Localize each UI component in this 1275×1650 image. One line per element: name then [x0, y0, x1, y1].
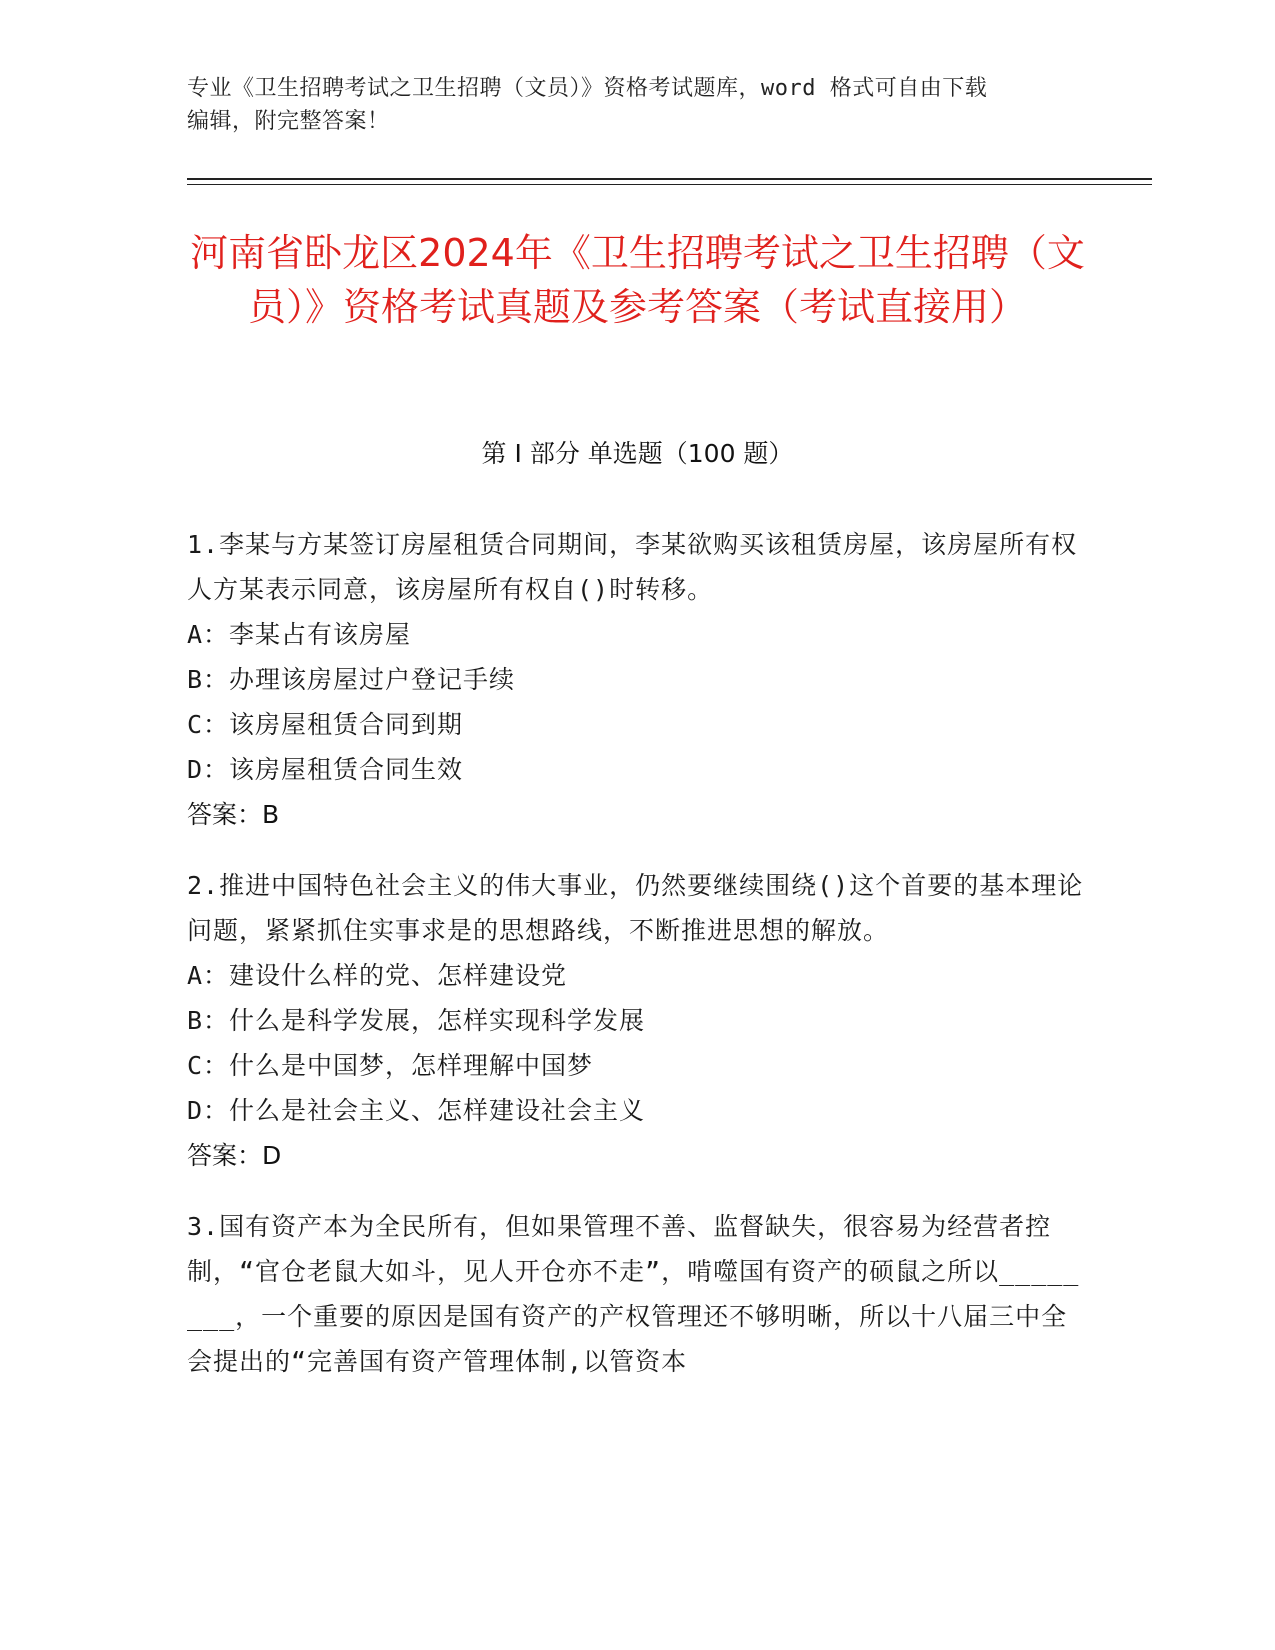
option-c: C：该房屋租赁合同到期 — [187, 710, 464, 739]
question-list — [187, 522, 1087, 1410]
question-1 — [187, 522, 1087, 837]
header-note-line-1: 专业《卫生招聘考试之卫生招聘（文员）》资格考试题库，word 格式可自由下载 — [187, 76, 988, 101]
header-rule-thin — [187, 184, 1152, 185]
option-a: A：李某占有该房屋 — [187, 620, 412, 649]
header-rule-thick — [187, 178, 1152, 180]
document-title: 河南省卧龙区2024年《卫生招聘考试之卫生招聘（文员）》资格考试真题及参考答案（考试直接用） — [190, 231, 1085, 329]
answer: 答案：B — [187, 800, 280, 829]
answer: 答案：D — [187, 1141, 282, 1170]
question-stem: 3.国有资产本为全民所有，但如果管理不善、监督缺失，很容易为经营者控制，“官仓老鼠大如斗，见人开仓亦不走”，啃噬国有资产的硕鼠之所以________，一个重要的原因是国有资产的产权管理还不够明晰，所以十八届三中全会提出的“完善国有资产管理体制,以管资本 — [187, 1212, 1080, 1376]
option-b: B：什么是科学发展，怎样实现科学发展 — [187, 1006, 646, 1035]
header-note — [187, 72, 1087, 138]
option-b: B：办理该房屋过户登记手续 — [187, 665, 516, 694]
question-stem: 2.推进中国特色社会主义的伟大事业，仍然要继续围绕()这个首要的基本理论问题，紧紧抓住实事求是的思想路线，不断推进思想的解放。 — [187, 871, 1084, 945]
question-stem: 1.李某与方某签订房屋租赁合同期间，李某欲购买该租赁房屋，该房屋所有权人方某表示同意，该房屋所有权自()时转移。 — [187, 530, 1078, 604]
option-d: D：该房屋租赁合同生效 — [187, 755, 464, 784]
option-d: D：什么是社会主义、怎样建设社会主义 — [187, 1096, 646, 1125]
option-a: A：建设什么样的党、怎样建设党 — [187, 961, 568, 990]
question-2 — [187, 863, 1087, 1178]
question-3 — [187, 1204, 1087, 1384]
section-title: 第 I 部分 单选题（100 题） — [481, 439, 794, 468]
option-c: C：什么是中国梦，怎样理解中国梦 — [187, 1051, 594, 1080]
header-note-line-2: 编辑，附完整答案！ — [187, 109, 390, 134]
